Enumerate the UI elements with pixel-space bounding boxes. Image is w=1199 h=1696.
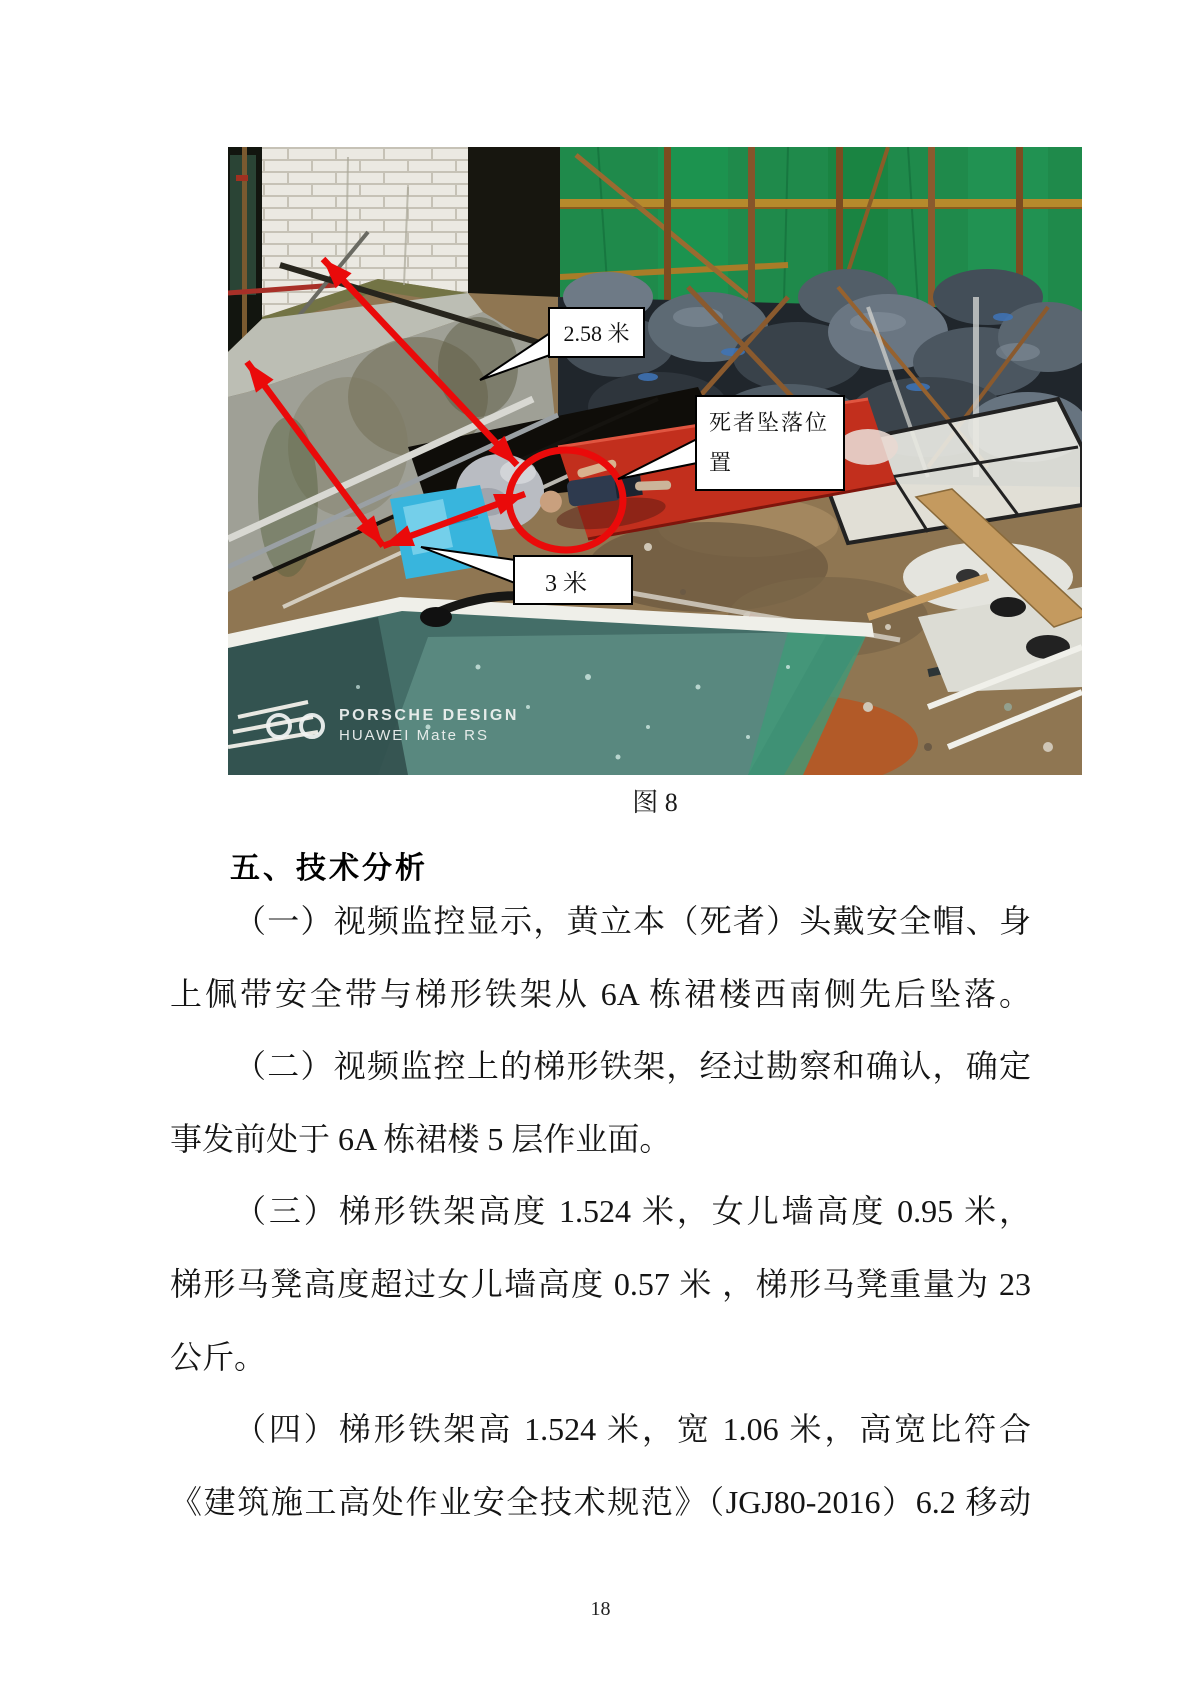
page-number: 18 <box>590 1598 611 1620</box>
ring-icon <box>266 713 292 739</box>
body-text <box>170 885 1031 1538</box>
callout-wall-distance: 2.58 米 <box>548 307 645 358</box>
body-line: （一）视频监控显示，黄立本（死者）头戴安全帽、身 <box>234 903 1031 939</box>
section-heading: 五、技术分析 <box>230 852 428 885</box>
body-line: （二）视频监控上的梯形铁架，经过勘察和确认，确定 <box>234 1048 1031 1085</box>
dark-doorway <box>468 147 560 297</box>
callout-ground-distance: 3 米 <box>513 555 633 605</box>
body-line: 上佩带安全带与梯形铁架从 6A 栋裙楼西南侧先后坠落。 <box>170 975 1031 1012</box>
accident-scene-photo <box>228 147 1082 775</box>
watermark-brand: PORSCHE DESIGN <box>339 707 519 724</box>
body-line: 公斤。 <box>170 1338 267 1375</box>
watermark-model: HUAWEI Mate RS <box>339 727 489 744</box>
double-ring-logo-icon <box>266 713 325 739</box>
ring-icon <box>299 713 325 739</box>
body-line: 事发前处于 6A 栋裙楼 5 层作业面。 <box>170 1120 672 1157</box>
glass-panel <box>228 596 874 775</box>
body-line: 梯形马凳高度超过女儿墙高度 0.57 米 ，梯形马凳重量为 23 <box>170 1265 1031 1302</box>
scene-illustration <box>228 147 1082 775</box>
body-line: （三）梯形铁架高度 1.524 米，女儿墙高度 0.95 米， <box>234 1193 1031 1230</box>
body-line: （四）梯形铁架高 1.524 米，宽 1.06 米，高宽比符合 <box>234 1411 1031 1448</box>
callout-fall-position: 死者坠落位置 <box>695 395 845 491</box>
body-line: 《建筑施工高处作业安全技术规范》（JGJ80-2016）6.2 移动 <box>170 1483 1031 1520</box>
camera-watermark <box>266 707 519 744</box>
figure-caption: 图 8 <box>632 788 678 817</box>
